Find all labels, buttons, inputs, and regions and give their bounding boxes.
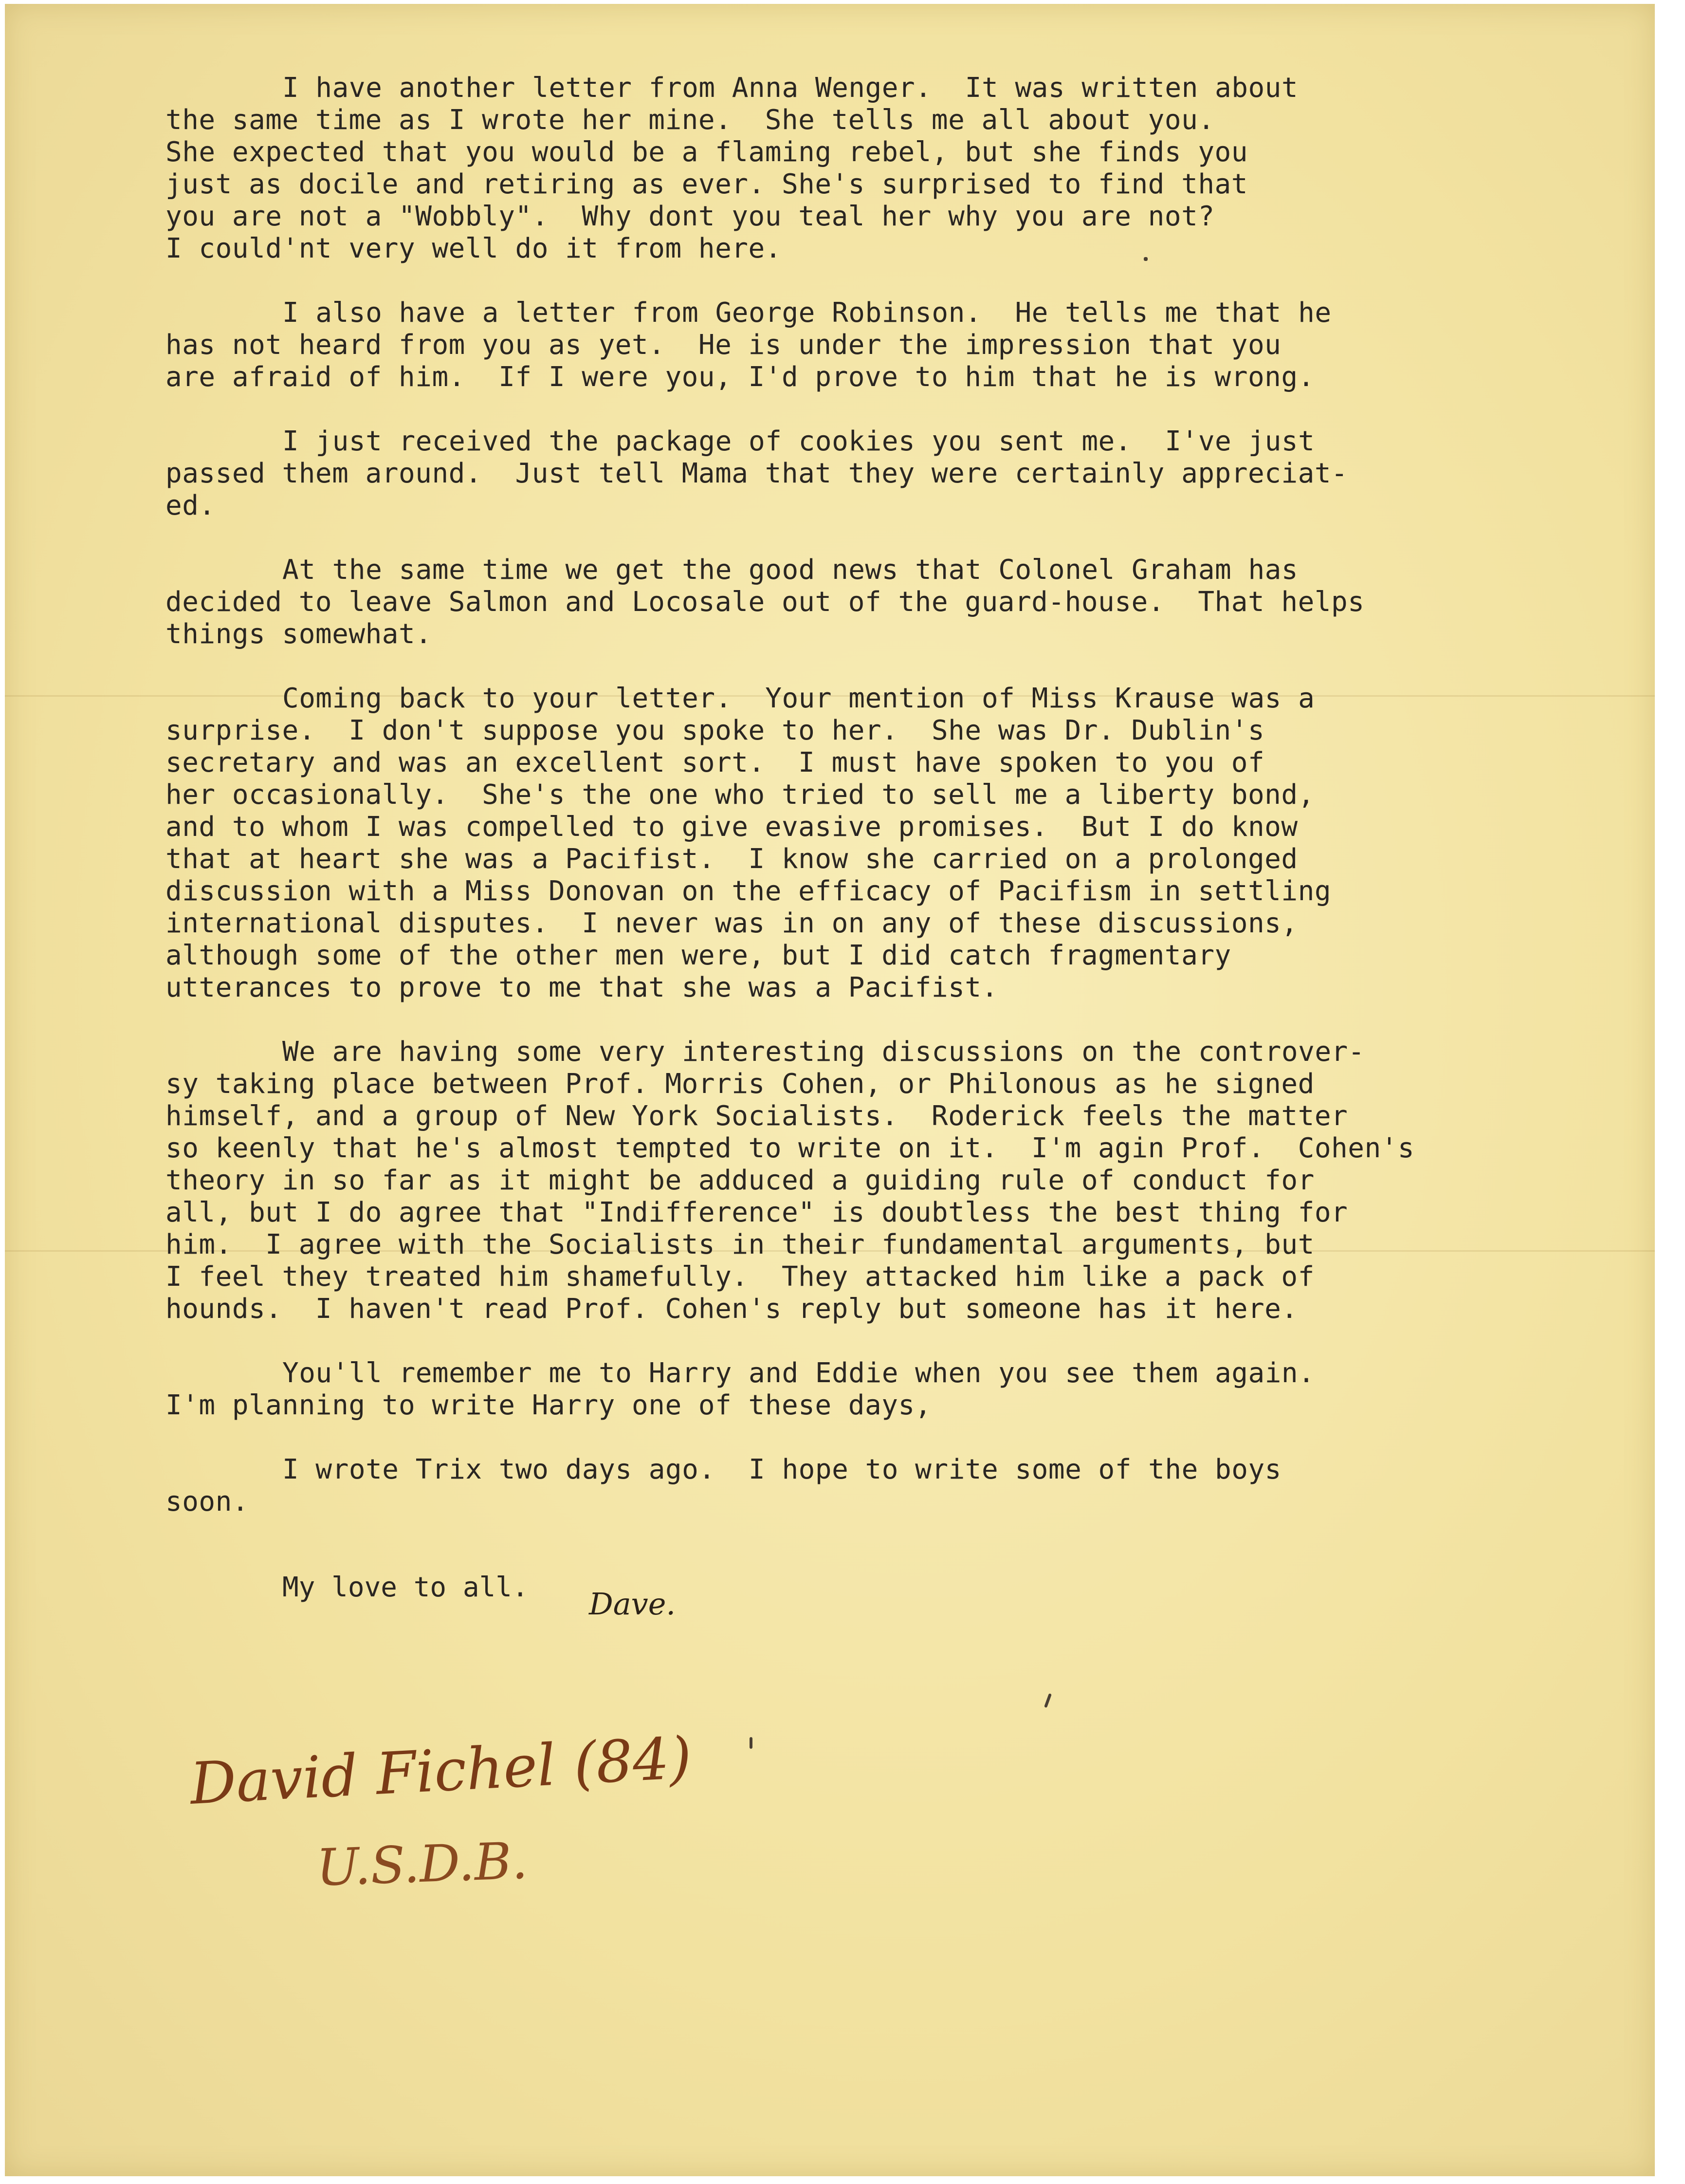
- text-line: surprise. I don't suppose you spoke to her. She was Dr. Dublin's: [165, 715, 1265, 746]
- paragraph: [165, 1357, 1601, 1422]
- paragraph: [165, 1454, 1601, 1518]
- text-line: I'm planning to write Harry one of these days,: [165, 1389, 932, 1421]
- text-line: I could'nt very well do it from here.: [165, 233, 782, 264]
- text-line: that at heart she was a Pacifist. I know she carried on a prolonged: [165, 843, 1298, 875]
- text-line: At the same time we get the good news that Colonel Graham has: [282, 554, 1299, 586]
- text-line: I just received the package of cookies you sent me. I've just: [282, 426, 1315, 457]
- text-line: I have another letter from Anna Wenger. It was written about: [282, 72, 1299, 104]
- handwritten-signature-block: [188, 1724, 725, 1942]
- text-line: Coming back to your letter. Your mention of Miss Krause was a: [282, 683, 1315, 714]
- text-line: her occasionally. She's the one who tried to sell me a liberty bond,: [165, 779, 1315, 811]
- text-line: hounds. I haven't read Prof. Cohen's reply but someone has it here.: [165, 1293, 1298, 1325]
- paragraph: [165, 683, 1601, 1004]
- text-line: I feel they treated him shamefully. They attacked him like a pack of: [165, 1261, 1315, 1293]
- text-line: sy taking place between Prof. Morris Cohen, or Philonous as he signed: [165, 1068, 1315, 1100]
- ink-mark: [1044, 1693, 1052, 1708]
- paragraph: [165, 426, 1601, 522]
- paragraph: [165, 554, 1601, 650]
- text-line: I wrote Trix two days ago. I hope to write some of the boys: [282, 1454, 1282, 1485]
- text-line: him. I agree with the Socialists in their fundamental arguments, but: [165, 1229, 1315, 1260]
- text-line: just as docile and retiring as ever. She's surprised to find that: [165, 168, 1248, 200]
- text-line: She expected that you would be a flaming rebel, but she finds you: [165, 136, 1248, 168]
- ink-dot: [1144, 257, 1148, 261]
- text-line: We are having some very interesting discussions on the controver-: [282, 1036, 1365, 1068]
- text-line: I also have a letter from George Robinson. He tells me that he: [282, 297, 1332, 329]
- text-line: so keenly that he's almost tempted to write on it. I'm agin Prof. Cohen's: [165, 1132, 1415, 1164]
- closing-line: My love to all.: [282, 1572, 529, 1603]
- paragraph: [165, 72, 1601, 265]
- paragraph: [165, 1036, 1601, 1325]
- text-line: theory in so far as it might be adduced a guiding rule of conduct for: [165, 1165, 1315, 1196]
- handwritten-signature-suffix: U.S.D.B.: [315, 1831, 529, 1898]
- letter-sheet: [5, 4, 1655, 2176]
- text-line: although some of the other men were, but I did catch fragmentary: [165, 940, 1231, 971]
- text-line: soon.: [165, 1486, 249, 1518]
- paragraph: [165, 297, 1601, 393]
- text-line: himself, and a group of New York Socialists. Roderick feels the matter: [165, 1100, 1348, 1132]
- text-line: things somewhat.: [165, 618, 432, 650]
- handwritten-short-signature: Dave.: [589, 1586, 676, 1622]
- text-line: ed.: [165, 490, 216, 521]
- text-line: you are not a "Wobbly". Why dont you teal her why you are not?: [165, 201, 1215, 232]
- text-line: and to whom I was compelled to give evasive promises. But I do know: [165, 811, 1298, 843]
- letter-body: [165, 72, 1601, 1550]
- text-line: are afraid of him. If I were you, I'd prove to him that he is wrong.: [165, 361, 1315, 393]
- ink-mark: [750, 1737, 752, 1749]
- text-line: the same time as I wrote her mine. She tells me all about you.: [165, 104, 1215, 136]
- text-line: all, but I do agree that "Indifference" is doubtless the best thing for: [165, 1197, 1348, 1228]
- text-line: international disputes. I never was in on any of these discussions,: [165, 907, 1298, 939]
- text-line: secretary and was an excellent sort. I must have spoken to you of: [165, 747, 1265, 778]
- text-line: You'll remember me to Harry and Eddie when you see them again.: [282, 1357, 1315, 1389]
- text-line: decided to leave Salmon and Locosale out of the guard-house. That helps: [165, 586, 1365, 618]
- handwritten-full-signature: David Fichel (84): [188, 1724, 694, 1817]
- text-line: utterances to prove to me that she was a Pacifist.: [165, 972, 998, 1003]
- text-line: discussion with a Miss Donovan on the efficacy of Pacifism in settling: [165, 875, 1332, 907]
- text-line: has not heard from you as yet. He is under the impression that you: [165, 329, 1282, 361]
- text-line: passed them around. Just tell Mama that they were certainly appreciat-: [165, 458, 1348, 489]
